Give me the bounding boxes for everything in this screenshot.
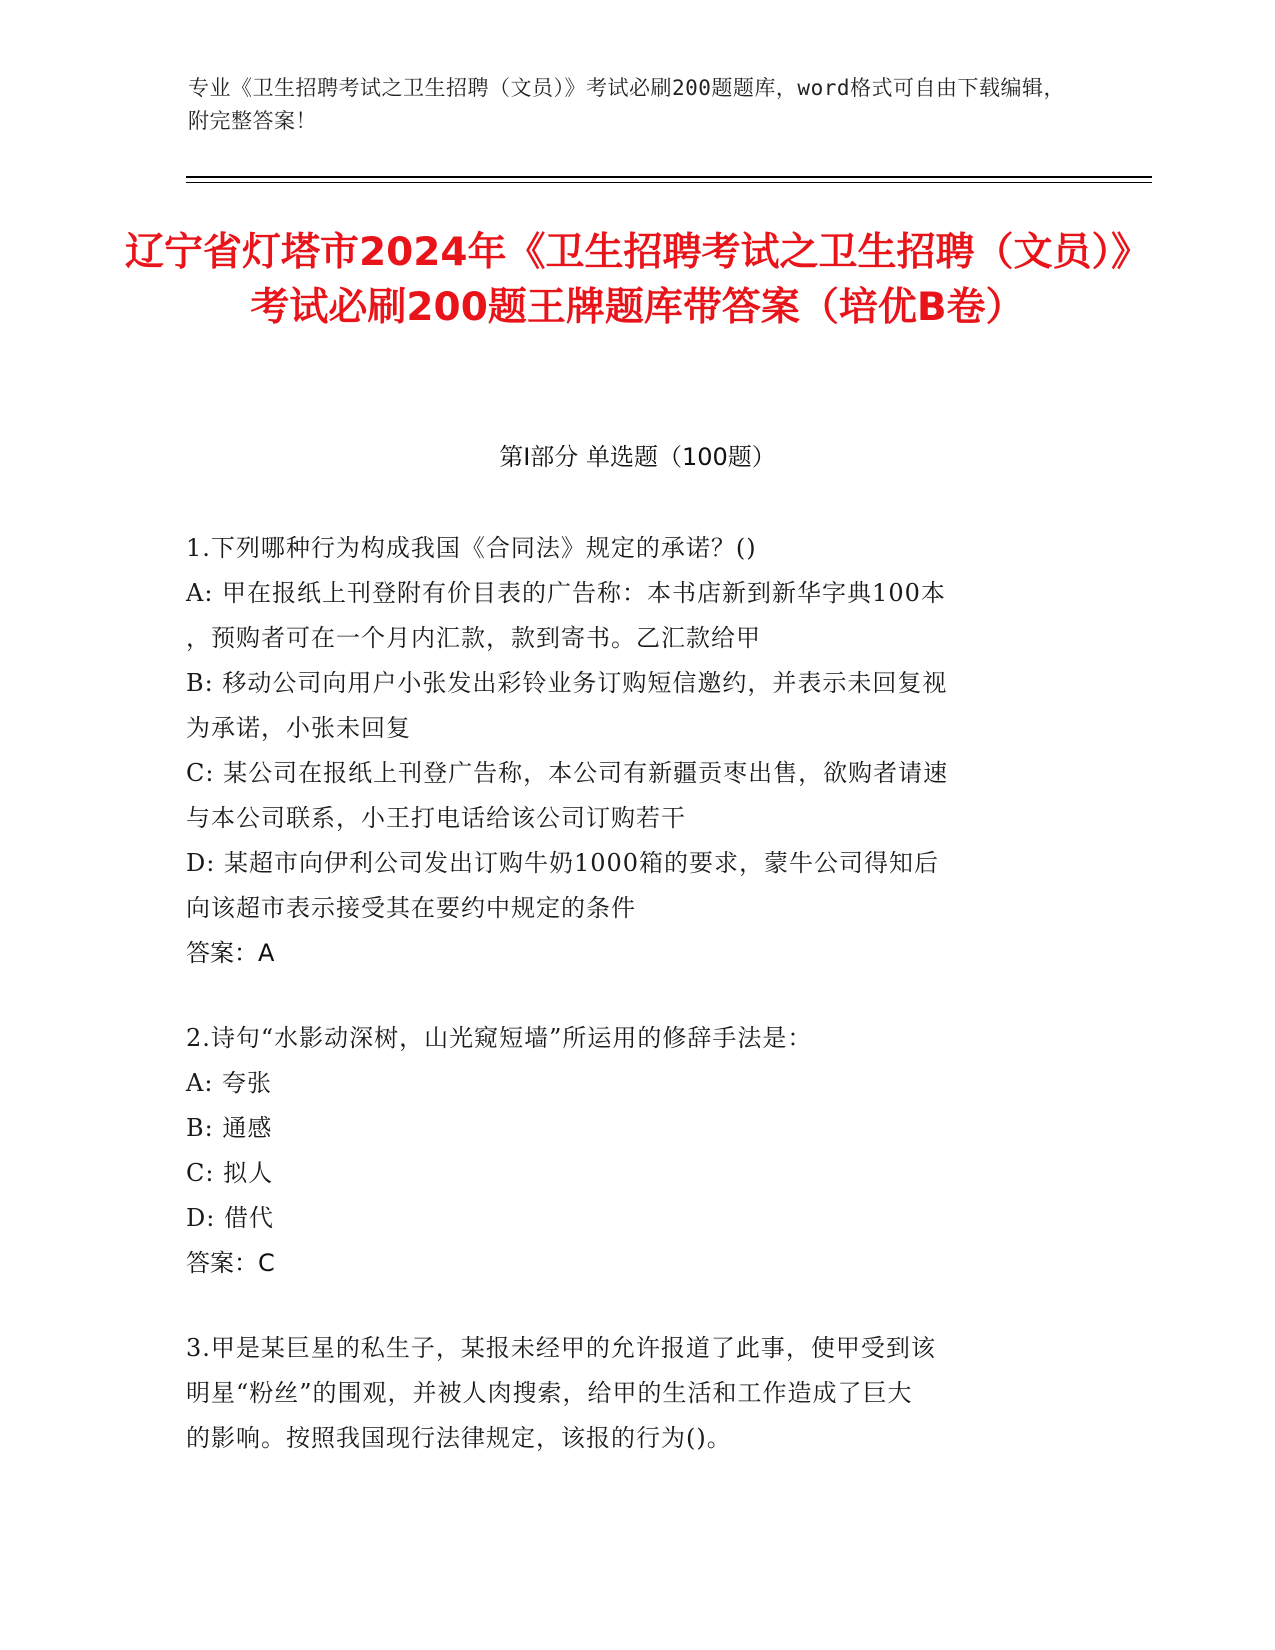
answer-option-line: ，预购者可在一个月内汇款，款到寄书。乙汇款给甲 — [186, 624, 761, 652]
question-item — [186, 1326, 1081, 1461]
header-divider-thick — [186, 176, 1152, 178]
answer-option — [186, 751, 1081, 841]
answer-key: 答案：A — [186, 939, 275, 967]
header-note: 专业《卫生招聘考试之卫生招聘（文员）》考试必刷200题题库，word格式可自由下载编辑，附完整答案！ — [188, 76, 1065, 133]
answer-option — [186, 1106, 1081, 1151]
question-list — [186, 526, 1081, 1501]
answer-option-line: 为承诺，小张未回复 — [186, 714, 411, 742]
answer-option-line: C: 某公司在报纸上刊登广告称，本公司有新疆贡枣出售，欲购者请速 — [186, 759, 949, 787]
header-divider-thin — [186, 182, 1152, 183]
answer-option-line: 向该超市表示接受其在要约中规定的条件 — [186, 894, 636, 922]
answer-option — [186, 1061, 1081, 1106]
answer-option-line: B: 移动公司向用户小张发出彩铃业务订购短信邀约，并表示未回复视 — [186, 669, 948, 697]
question-stem-line: 3.甲是某巨星的私生子，某报未经甲的允许报道了此事，使甲受到该 — [186, 1334, 936, 1362]
question-item — [186, 1016, 1081, 1286]
question-stem-line: 明星“粉丝”的围观，并被人肉搜索，给甲的生活和工作造成了巨大 — [186, 1379, 913, 1407]
answer-option-line: 与本公司联系，小王打电话给该公司订购若干 — [186, 804, 686, 832]
section-heading: 第Ⅰ部分 单选题（100题） — [499, 443, 776, 471]
answer-option-line: D: 借代 — [186, 1204, 274, 1232]
answer-option-line: B: 通感 — [186, 1114, 273, 1142]
answer-option-line: D: 某超市向伊利公司发出订购牛奶1000箱的要求，蒙牛公司得知后 — [186, 849, 940, 877]
answer-option-line: A: 夸张 — [186, 1069, 273, 1097]
answer-option-line: A: 甲在报纸上刊登附有价目表的广告称：本书店新到新华字典100本 — [186, 579, 946, 607]
question-stem-line: 1.下列哪种行为构成我国《合同法》规定的承诺？() — [186, 534, 757, 562]
question-stem-line: 2.诗句“水影动深树，山光窥短墙”所运用的修辞手法是： — [186, 1024, 813, 1052]
answer-option — [186, 571, 1081, 661]
answer-option — [186, 1151, 1081, 1196]
document-title: 辽宁省灯塔市2024年《卫生招聘考试之卫生招聘（文员）》考试必刷200题王牌题库带答案（培优B卷） — [124, 230, 1151, 330]
question-stem-line: 的影响。按照我国现行法律规定，该报的行为()。 — [186, 1424, 732, 1452]
answer-option — [186, 661, 1081, 751]
question-item — [186, 526, 1081, 976]
answer-option — [186, 841, 1081, 931]
answer-option-line: C: 拟人 — [186, 1159, 274, 1187]
answer-key: 答案：C — [186, 1249, 275, 1277]
answer-option — [186, 1196, 1081, 1241]
